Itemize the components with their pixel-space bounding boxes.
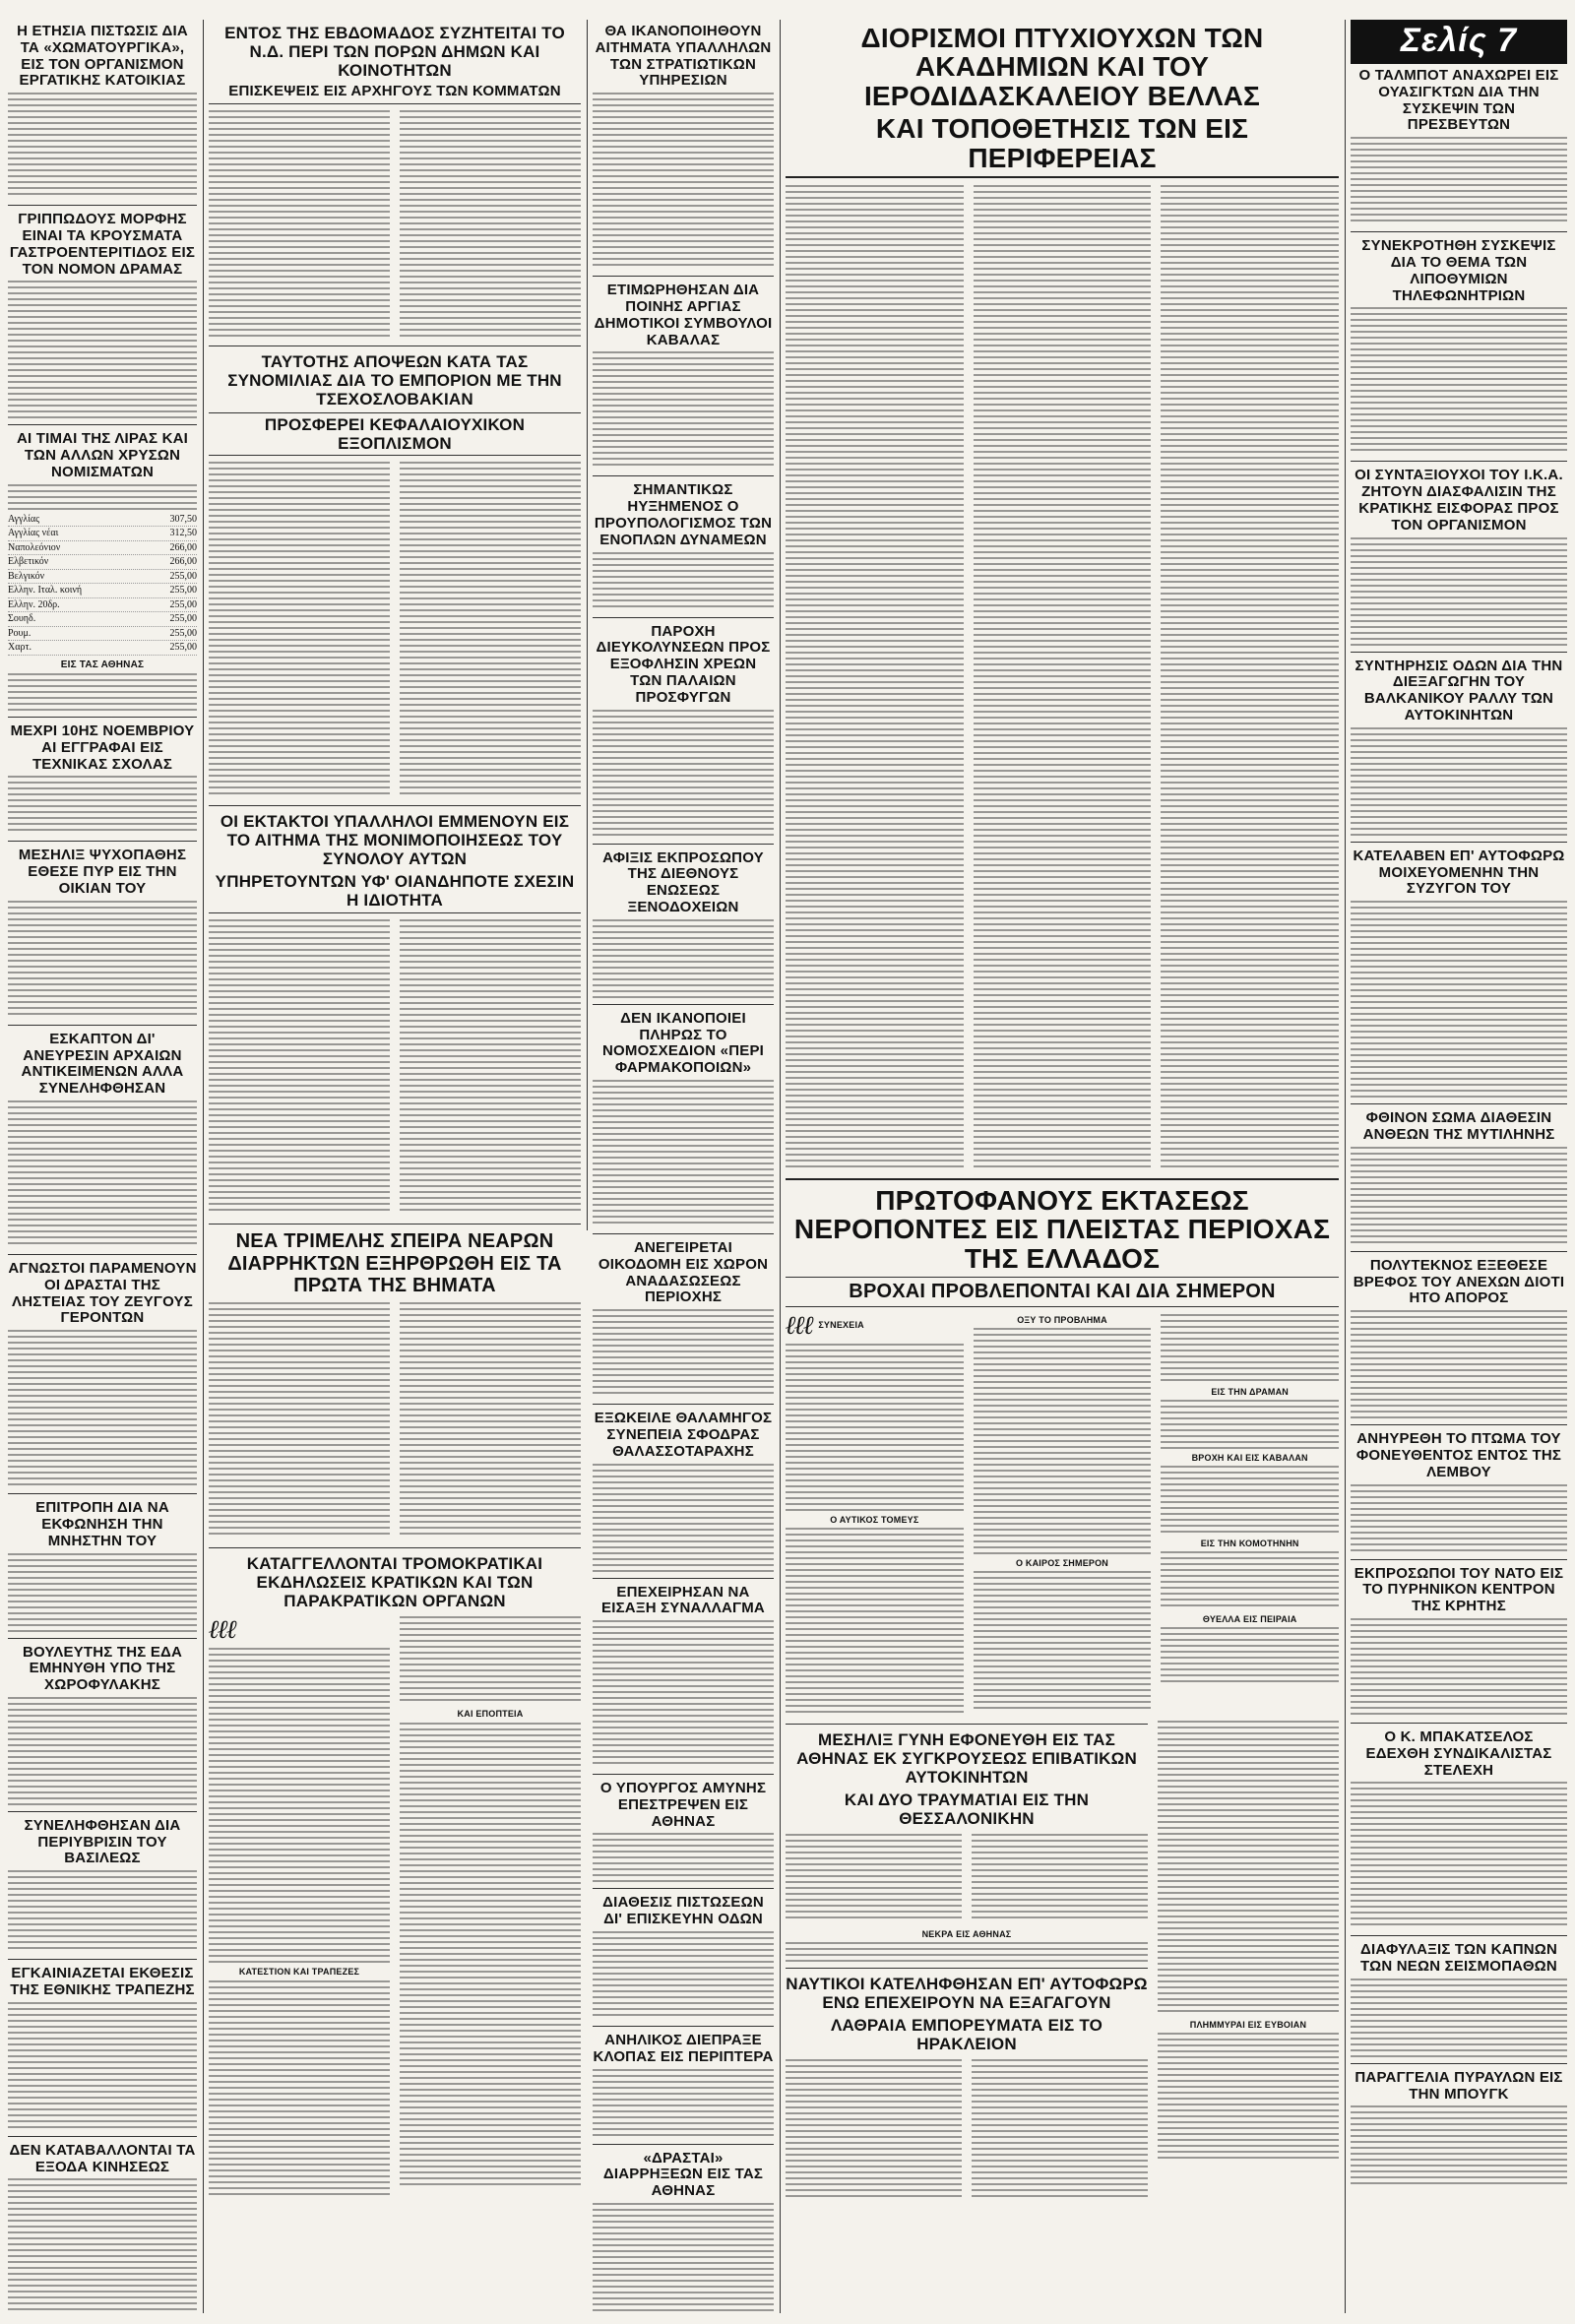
article-text: [593, 1620, 774, 1768]
subheading: ΚΑΙ ΕΠΟΠΤΕΙΑ: [457, 1709, 524, 1720]
column-2: [209, 20, 581, 2313]
article-text: [8, 2002, 197, 2130]
rate-row: Ρουμ. 255,00: [8, 627, 197, 642]
accident-subheadline: ΚΑΙ ΔΥΟ ΤΡΑΥΜΑΤΙΑΙ ΕΙΣ ΤΗΝ ΘΕΣΣΑΛΟΝΙΚΗΝ: [844, 1790, 1090, 1828]
headline: ΕΤΙΜΩΡΗΘΗΣΑΝ ΔΙΑ ΠΟΙΝΗΣ ΑΡΓΙΑΣ ΔΗΜΟΤΙΚΟΙ ΣΥΜΒΟΥΛΟΙ ΚΑΒΑΛΑΣ: [594, 282, 773, 348]
page-label: Σελίς 7: [1351, 20, 1567, 64]
headline: ΑΝΗΥΡΕΘΗ ΤΟ ΠΤΩΜΑ ΤΟΥ ΦΟΝΕΥΘΕΝΤΟΣ ΕΝΤΟΣ ΤΗΣ ΛΕΜΒΟΥ: [1355, 1430, 1562, 1480]
subheading: ΣΥΝΕΧΕΙΑ: [818, 1320, 864, 1331]
subheading: ΘΥΕΛΛΑ ΕΙΣ ΠΕΙΡΑΙΑ: [1202, 1613, 1297, 1624]
subheading: Ο ΑΥΤΙΚΟΣ ΤΟΜΕΥΣ: [830, 1514, 919, 1525]
headline: ΜΕΧΡΙ 10ΗΣ ΝΟΕΜΒΡΙΟΥ ΑΙ ΕΓΓΡΑΦΑΙ ΕΙΣ ΤΕΧΝΙΚΑΣ ΣΧΟΛΑΣ: [10, 722, 195, 773]
subheading: ΒΡΟΧΗ ΚΑΙ ΕΙΣ ΚΑΒΑΛΑΝ: [1191, 1452, 1308, 1463]
headline: ΒΟΥΛΕΥΤΗΣ ΤΗΣ ΕΔΑ ΕΜΗΝΥΘΗ ΥΠΟ ΤΗΣ ΧΩΡΟΦΥΛΑΚΗΣ: [22, 1643, 183, 1694]
headline: ΔΕΝ ΙΚΑΝΟΠΟΙΕΙ ΠΛΗΡΩΣ ΤΟ ΝΟΜΟΣΧΕΔΙΟΝ «ΠΕΡΙ ΦΑΡΜΑΚΟΠΟΙΩΝ»: [601, 1009, 765, 1077]
column-6: [1351, 20, 1567, 2313]
article-text: [593, 1464, 774, 1572]
rate-row: Ελλην. 20δρ. 255,00: [8, 598, 197, 613]
headline: ΣΥΝΕΛΗΦΘΗΣΑΝ ΔΙΑ ΠΕΡΙΥΒΡΙΣΙΝ ΤΟΥ ΒΑΣΙΛΕΩΣ: [24, 1816, 181, 1867]
article-text: [8, 901, 197, 1019]
article-text: [593, 93, 774, 270]
article-text: [8, 673, 197, 711]
subheading: ΟΞΥ ΤΟ ΠΡΟΒΛΗΜΑ: [1017, 1314, 1107, 1325]
subheading: ΕΙΣ ΤΗΝ ΔΡΑΜΑΝ: [1211, 1386, 1290, 1397]
article-text: [1351, 137, 1567, 225]
continuation-mark: ℓℓℓ: [209, 1615, 236, 1645]
article-text: [8, 1553, 197, 1632]
article-text: [593, 919, 774, 998]
headline: «ΔΡΑΣΤΑΙ» ΔΙΑΡΡΗΞΕΩΝ ΕΙΣ ΤΑΣ ΑΘΗΝΑΣ: [602, 2149, 764, 2200]
article-text: [1351, 1979, 1567, 2057]
headline: ΠΟΛΥΤΕΚΝΟΣ ΕΞΕΘΕΣΕ ΒΡΕΦΟΣ ΤΟΥ ΑΝΕΧΩΝ ΔΙΟΤΙ ΗΤΟ ΑΠΟΡΟΣ: [1353, 1256, 1565, 1307]
headline: ΕΞΩΚΕΙΛΕ ΘΑΛΑΜΗΓΟΣ ΣΥΝΕΠΕΙΑ ΣΦΟΔΡΑΣ ΘΑΛΑΣΣΟΤΑΡΑΧΗΣ: [594, 1410, 773, 1460]
headline: Η ΕΤΗΣΙΑ ΠΙΣΤΩΣΙΣ ΔΙΑ ΤΑ «ΧΩΜΑΤΟΥΡΓΙΚΑ», ΕΙΣ ΤΟΝ ΟΡΓΑΝΙΣΜΟΝ ΕΡΓΑΤΙΚΗΣ ΚΑΤΟΙΚΙΑΣ: [17, 23, 188, 90]
article-text: [8, 1870, 197, 1953]
rate-row: Ελβετικόν 266,00: [8, 555, 197, 570]
article-text: [593, 710, 774, 838]
headline: Ο ΥΠΟΥΡΓΟΣ ΑΜΥΝΗΣ ΕΠΕΣΤΡΕΨΕΝ ΕΙΣ ΑΘΗΝΑΣ: [599, 1780, 767, 1830]
article-text: [593, 2069, 774, 2138]
headline: ΕΠΙΤΡΟΠΗ ΔΙΑ ΝΑ ΕΚΦΩΝΗΣΗ ΤΗΝ ΜΝΗΣΤΗΝ ΤΟΥ: [35, 1499, 169, 1549]
article-text: [1351, 727, 1567, 836]
article-text: [1351, 1618, 1567, 1717]
article-body: [209, 1613, 581, 2199]
appointments-article: [786, 182, 1339, 1172]
article-text: [593, 1833, 774, 1882]
article-text: [1351, 901, 1567, 1098]
headline: ΕΝΤΟΣ ΤΗΣ ΕΒΔΟΜΑΔΟΣ ΣΥΖΗΤΕΙΤΑΙ ΤΟ Ν.Δ. ΠΕΡΙ ΤΩΝ ΠΟΡΩΝ ΔΗΜΩΝ ΚΑΙ ΚΟΙΝΟΤΗΤΩΝ: [224, 24, 565, 81]
article-text: [593, 351, 774, 470]
column-3: [593, 20, 774, 2313]
headline: ΑΝΕΓΕΙΡΕΤΑΙ ΟΙΚΟΔΟΜΗ ΕΙΣ ΧΩΡΟΝ ΑΝΑΔΑΣΩΣΕΩΣ ΠΕΡΙΟΧΗΣ: [598, 1238, 769, 1306]
headline: ΣΗΜΑΝΤΙΚΩΣ ΗΥΞΗΜΕΝΟΣ Ο ΠΡΟΥΠΟΛΟΓΙΣΜΟΣ ΤΩΝ ΕΝΟΠΛΩΝ ΔΥΝΑΜΕΩΝ: [594, 481, 773, 548]
continuation-mark: ℓℓℓ: [786, 1310, 813, 1340]
headline: ΚΑΤΑΓΓΕΛΛΟΝΤΑΙ ΤΡΟΜΟΚΡΑΤΙΚΑΙ ΕΚΔΗΛΩΣΕΙΣ ΚΡΑΤΙΚΩΝ ΚΑΙ ΤΩΝ ΠΑΡΑΚΡΑΤΙΚΩΝ ΟΡΓΑΝΩΝ: [246, 1554, 543, 1611]
article-text: [1351, 307, 1567, 455]
main-area: [786, 20, 1339, 2313]
headline: ΣΥΝΕΚΡΟΤΗΘΗ ΣΥΣΚΕΨΙΣ ΔΙΑ ΤΟ ΘΕΜΑ ΤΩΝ ΛΙΠΟΘΥΜΙΩΝ ΤΗΛΕΦΩΝΗΤΡΙΩΝ: [1361, 237, 1556, 304]
subheadline: ΕΠΙΣΚΕΨΕΙΣ ΕΙΣ ΑΡΧΗΓΟΥΣ ΤΩΝ ΚΟΜΜΑΤΩΝ: [209, 84, 581, 104]
article-text: [593, 2203, 774, 2311]
article-text: [1351, 1782, 1567, 1929]
article-text: [593, 1931, 774, 2020]
customs-subheadline: ΛΑΘΡΑΙΑ ΕΜΠΟΡΕΥΜΑΤΑ ΕΙΣ ΤΟ ΗΡΑΚΛΕΙΟΝ: [830, 2015, 1103, 2053]
article-text: [8, 776, 197, 835]
headline: ΤΑΥΤΟΤΗΣ ΑΠΟΨΕΩΝ ΚΑΤΑ ΤΑΣ ΣΥΝΟΜΙΛΙΑΣ ΔΙΑ ΤΟ ΕΜΠΟΡΙΟΝ ΜΕ ΤΗΝ ΤΣΕΧΟΣΛΟΒΑΚΙΑΝ: [227, 351, 562, 408]
headline: ΕΣΚΑΠΤΟΝ ΔΙ' ΑΝΕΥΡΕΣΙΝ ΑΡΧΑΙΩΝ ΑΝΤΙΚΕΙΜΕΝΩΝ ΑΛΛΑ ΣΥΝΕΛΗΦΘΗΣΑΝ: [21, 1030, 184, 1098]
headline: ΦΘΙΝΟΝ ΣΩΜΑ ΔΙΑΘΕΣΙΝ ΑΝΘΕΩΝ ΤΗΣ ΜΥΤΙΛΗΝΗΣ: [1362, 1109, 1555, 1143]
rate-row: Αγγλίας νέαι 312,50: [8, 527, 197, 541]
article-text: [593, 1080, 774, 1227]
headline: ΔΙΑΘΕΣΙΣ ΠΙΣΤΩΣΕΩΝ ΔΙ' ΕΠΙΣΚΕΥΗΝ ΟΔΩΝ: [602, 1894, 764, 1928]
headline: ΟΙ ΕΚΤΑΚΤΟΙ ΥΠΑΛΛΗΛΟΙ ΕΜΜΕΝΟΥΝ ΕΙΣ ΤΟ ΑΙΤΗΜΑ ΤΗΣ ΜΟΝΙΜΟΠΟΙΗΣΕΩΣ ΤΟΥ ΣΥΝΟΛΟΥ ΑΥΤΩΝ: [220, 812, 570, 869]
main-headline: ΔΙΟΡΙΣΜΟΙ ΠΤΥΧΙΟΥΧΩΝ ΤΩΝ ΑΚΑΔΗΜΙΩΝ ΚΑΙ ΤΟΥ ΙΕΡΟΔΙΔΑΣΚΑΛΕΙΟΥ ΒΕΛΛΑΣ: [860, 23, 1264, 111]
article-text: [8, 93, 197, 199]
subheading: ΝΕΚΡΑ ΕΙΣ ΑΘΗΝΑΣ: [921, 1928, 1012, 1939]
article-text: [1351, 1484, 1567, 1553]
headline: ΑΓΝΩΣΤΟΙ ΠΑΡΑΜΕΝΟΥΝ ΟΙ ΔΡΑΣΤΑΙ ΤΗΣ ΛΗΣΤΕΙΑΣ ΤΟΥ ΖΕΥΓΟΥΣ ΓΕΡΟΝΤΩΝ: [8, 1259, 197, 1327]
headline: ΕΓΚΑΙΝΙΑΖΕΤΑΙ ΕΚΘΕΣΙΣ ΤΗΣ ΕΘΝΙΚΗΣ ΤΡΑΠΕΖΗΣ: [10, 1965, 195, 1999]
headline: ΜΕΣΗΛΙΞ ΨΥΧΟΠΑΘΗΣ ΕΘΕΣΕ ΠΥΡ ΕΙΣ ΤΗΝ ΟΙΚΙΑΝ ΤΟΥ: [18, 847, 187, 897]
headline: Ο Κ. ΜΠΑΚΑΤΣΕΛΟΣ ΕΔΕΧΘΗ ΣΥΝΔΙΚΑΛΙΣΤΑΣ ΣΤΕΛΕΧΗ: [1365, 1727, 1552, 1779]
article-text: [8, 281, 197, 418]
subheading: Ο ΚΑΙΡΟΣ ΣΗΜΕΡΟΝ: [1016, 1557, 1109, 1568]
rate-row: Βελγικόν 255,00: [8, 570, 197, 585]
headline: ΕΚΠΡΟΣΩΠΟΙ ΤΟΥ ΝΑΤΟ ΕΙΣ ΤΟ ΠΥΡΗΝΙΚΟΝ ΚΕΝΤΡΟΝ ΤΗΣ ΚΡΗΤΗΣ: [1354, 1564, 1564, 1615]
gold-rates-table: [8, 513, 197, 656]
headline: ΕΠΕΧΕΙΡΗΣΑΝ ΝΑ ΕΙΣΑΞΗ ΣΥΝΑΛΛΑΓΜΑ: [601, 1583, 765, 1617]
subheading: ΕΙΣ ΤΑΣ ΑΘΗΝΑΣ: [60, 659, 145, 670]
subheadline: ΠΡΟΣΦΕΡΕΙ ΚΕΦΑΛΑΙΟΥΧΙΚΟΝ ΕΞΟΠΛΙΣΜΟΝ: [209, 412, 581, 456]
article-text: [8, 2178, 197, 2313]
headline: ΔΙΑΦΥΛΑΞΙΣ ΤΩΝ ΚΑΠΝΩΝ ΤΩΝ ΝΕΩΝ ΣΕΙΣΜΟΠΑΘΩΝ: [1359, 1941, 1558, 1976]
article-text: [1351, 2105, 1567, 2184]
headline: ΟΙ ΣΥΝΤΑΞΙΟΥΧΟΙ ΤΟΥ Ι.Κ.Α. ΖΗΤΟΥΝ ΔΙΑΣΦΑΛΙΣΙΝ ΤΗΣ ΚΡΑΤΙΚΗΣ ΕΙΣΦΟΡΑΣ ΠΡΟΣ ΤΟΝ ΟΡΓΑΝΙΣΜΟΝ: [1354, 467, 1563, 534]
rate-row: Χαρτ. 255,00: [8, 641, 197, 656]
article-body: [209, 459, 581, 799]
rate-row: Σουηδ. 255,00: [8, 612, 197, 627]
headline: ΠΑΡΑΓΓΕΛΙΑ ΠΥΡΑΥΛΩΝ ΕΙΣ ΤΗΝ ΜΠΟΥΓΚ: [1354, 2068, 1563, 2103]
accident-headline: ΜΕΣΗΛΙΞ ΓΥΝΗ ΕΦΟΝΕΥΘΗ ΕΙΣ ΤΑΣ ΑΘΗΝΑΣ ΕΚ ΣΥΓΚΡΟΥΣΕΩΣ ΕΠΙΒΑΤΙΚΩΝ ΑΥΤΟΚΙΝΗΤΩΝ: [796, 1729, 1137, 1787]
column-rule: [1345, 20, 1346, 2313]
article-text: [593, 552, 774, 611]
subheadline: ΥΠΗΡΕΤΟΥΝΤΩΝ ΥΦ' ΟΙΑΝΔΗΠΟΤΕ ΣΧΕΣΙΝ Η ΙΔΙΟΤΗΤΑ: [209, 872, 581, 913]
column-1: [8, 20, 197, 2313]
column-rule: [203, 20, 204, 2313]
headline: ΠΑΡΟΧΗ ΔΙΕΥΚΟΛΥΝΣΕΩΝ ΠΡΟΣ ΕΞΟΦΛΗΣΙΝ ΧΡΕΩΝ ΤΩΝ ΠΑΛΑΙΩΝ ΠΡΟΣΦΥΓΩΝ: [596, 622, 771, 706]
main-subheadline: ΚΑΙ ΤΟΠΟΘΕΤΗΣΙΣ ΤΩΝ ΕΙΣ ΠΕΡΙΦΕΡΕΙΑΣ: [786, 114, 1339, 178]
headline: ΣΥΝΤΗΡΗΣΙΣ ΟΔΩΝ ΔΙΑ ΤΗΝ ΔΙΕΞΑΓΩΓΗΝ ΤΟΥ ΒΑΛΚΑΝΙΚΟΥ ΡΑΛΛΥ ΤΩΝ ΑΥΤΟΚΙΝΗΤΩΝ: [1354, 657, 1563, 723]
headline: ΚΑΤΕΛΑΒΕΝ ΕΠ' ΑΥΤΟΦΩΡΩ ΜΟΙΧΕΥΟΜΕΝΗΝ ΤΗΝ ΣΥΖΥΓΟΝ ΤΟΥ: [1353, 847, 1565, 898]
article-text: [8, 1100, 197, 1248]
headline: ΑΝΗΛΙΚΟΣ ΔΙΕΠΡΑΞΕ ΚΛΟΠΑΣ ΕΙΣ ΠΕΡΙΠΤΕΡΑ: [593, 2032, 774, 2065]
article-text: [1351, 1147, 1567, 1245]
headline: ΔΕΝ ΚΑΤΑΒΑΛΛΟΝΤΑΙ ΤΑ ΕΞΟΔΑ ΚΙΝΗΣΕΩΣ: [9, 2141, 196, 2175]
headline: ΑΦΙΞΙΣ ΕΚΠΡΟΣΩΠΟΥ ΤΗΣ ΔΙΕΘΝΟΥΣ ΕΝΩΣΕΩΣ ΞΕΝΟΔΟΧΕΙΩΝ: [602, 848, 764, 915]
article-text: [1351, 1310, 1567, 1418]
customs-headline: ΝΑΥΤΙΚΟΙ ΚΑΤΕΛΗΦΘΗΣΑΝ ΕΠ' ΑΥΤΟΦΩΡΩ ΕΝΩ ΕΠΕΧΕΙΡΟΥΝ ΝΑ ΕΞΑΓΑΓΟΥΝ: [786, 1974, 1148, 2012]
rate-row: Ελλην. Ιταλ. κοινή 255,00: [8, 584, 197, 598]
headline: ΓΡΙΠΠΩΔΟΥΣ ΜΟΡΦΗΣ ΕΙΝΑΙ ΤΑ ΚΡΟΥΣΜΑΤΑ ΓΑΣΤΡΟΕΝΤΕΡΙΤΙΔΟΣ ΕΙΣ ΤΟΝ ΝΟΜΟΝ ΔΡΑΜΑΣ: [9, 211, 196, 278]
subheading: ΠΛΗΜΜΥΡΑΙ ΕΙΣ ΕΥΒΟΙΑΝ: [1189, 2019, 1307, 2030]
headline: ΝΕΑ ΤΡΙΜΕΛΗΣ ΣΠΕΙΡΑ ΝΕΑΡΩΝ ΔΙΑΡΡΗΚΤΩΝ ΕΞΗΡΘΡΩΘΗ ΕΙΣ ΤΑ ΠΡΩΤΑ ΤΗΣ ΒΗΜΑΤΑ: [227, 1230, 562, 1296]
article-text: [1351, 537, 1567, 646]
article-body: [209, 916, 581, 1218]
column-rule: [587, 20, 588, 1230]
subheading: ΕΙΣ ΤΗΝ ΚΟΜΟΤΗΝΗΝ: [1200, 1538, 1299, 1548]
weather-headline: ΠΡΩΤΟΦΑΝΟΥΣ ΕΚΤΑΣΕΩΣ ΝΕΡΟΠΟΝΤΕΣ ΕΙΣ ΠΛΕΙΣΤΑΣ ΠΕΡΙΟΧΑΣ ΤΗΣ ΕΛΛΑΔΟΣ: [793, 1184, 1331, 1274]
article-body: [209, 1299, 581, 1541]
weather-article: [786, 1311, 1339, 1718]
rate-row: Αγγλίας 307,50: [8, 513, 197, 528]
article-text: [593, 1309, 774, 1398]
article-text: [8, 484, 197, 510]
article-text: [8, 1697, 197, 1805]
article-text: [8, 1330, 197, 1487]
headline: ΑΙ ΤΙΜΑΙ ΤΗΣ ΛΙΡΑΣ ΚΑΙ ΤΩΝ ΑΛΛΩΝ ΧΡΥΣΩΝ ΝΟΜΙΣΜΑΤΩΝ: [16, 430, 189, 480]
subheading: ΚΑΤΕΣΤΙΟΝ ΚΑΙ ΤΡΑΠΕΖΕΣ: [238, 1967, 360, 1978]
rate-row: Ναπολεόνιον 266,00: [8, 541, 197, 556]
headline: Ο ΤΑΛΜΠΟΤ ΑΝΑΧΩΡΕΙ ΕΙΣ ΟΥΑΣΙΓΚΤΩΝ ΔΙΑ ΤΗΝ ΣΥΣΚΕΨΙΝ ΤΩΝ ΠΡΕΣΒΕΥΤΩΝ: [1358, 67, 1559, 134]
column-rule: [780, 20, 781, 2313]
article-body: [209, 107, 581, 340]
weather-subheadline: ΒΡΟΧΑΙ ΠΡΟΒΛΕΠΟΝΤΑΙ ΚΑΙ ΔΙΑ ΣΗΜΕΡΟΝ: [786, 1277, 1339, 1306]
headline: ΘΑ ΙΚΑΝΟΠΟΙΗΘΟΥΝ ΑΙΤΗΜΑΤΑ ΥΠΑΛΛΗΛΩΝ ΤΩΝ ΣΤΡΑΤΙΩΤΙΚΩΝ ΥΠΗΡΕΣΙΩΝ: [595, 23, 772, 90]
